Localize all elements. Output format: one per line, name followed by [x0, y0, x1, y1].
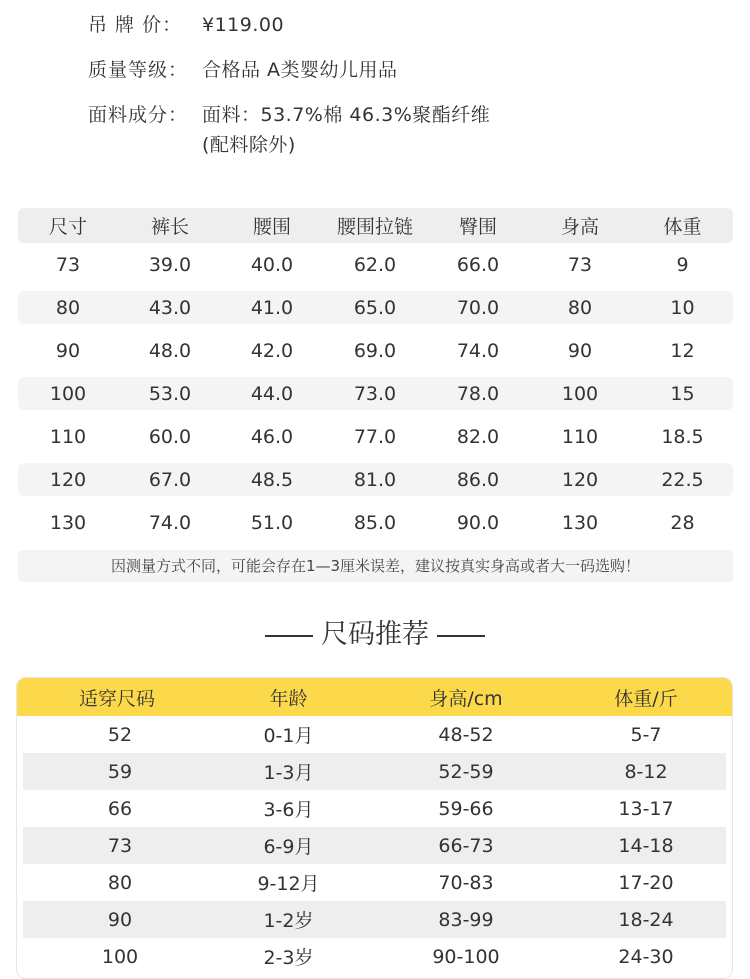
size-cell: 82.0 [456, 425, 500, 448]
size-header-cell: 身高 [560, 216, 599, 238]
size-cell: 9 [676, 253, 689, 276]
size-cell: 120 [49, 468, 87, 491]
recommend-cell: 1-3月 [263, 762, 314, 784]
size-cell: 53.0 [148, 382, 192, 405]
recommend-cell: 2-3岁 [263, 947, 314, 969]
recommend-cell: 83-99 [438, 908, 494, 931]
recommend-table-row [23, 790, 726, 827]
size-cell: 43.0 [148, 296, 192, 319]
title-line-right [437, 635, 485, 637]
size-cell: 85.0 [353, 511, 397, 534]
size-header-cell: 尺寸 [48, 216, 87, 238]
recommend-cell: 66 [107, 797, 133, 820]
size-table-row [18, 291, 733, 324]
recommend-header-cell: 年龄 [269, 687, 308, 710]
info-row-price [88, 10, 562, 40]
recommend-table-row [23, 716, 726, 753]
size-cell: 44.0 [250, 382, 294, 405]
size-header-cell: 腰围拉链 [336, 216, 413, 238]
recommend-cell: 6-9月 [263, 836, 314, 858]
recommend-cell: 17-20 [618, 871, 674, 894]
recommend-table [16, 677, 733, 979]
size-table-row [18, 501, 733, 544]
recommend-cell: 59-66 [438, 797, 494, 820]
price-value: ¥119.00 [202, 14, 285, 36]
size-cell: 12 [670, 339, 695, 362]
size-cell: 51.0 [250, 511, 294, 534]
info-row-fabric [88, 100, 562, 160]
recommend-cell: 8-12 [624, 760, 668, 783]
size-cell: 80 [55, 296, 81, 319]
size-cell: 73 [567, 253, 593, 276]
size-cell: 130 [561, 511, 599, 534]
info-row-quality [88, 55, 562, 85]
size-cell: 28 [670, 511, 695, 534]
size-cell: 48.5 [250, 468, 294, 491]
size-header-cell: 臀围 [458, 216, 497, 238]
size-cell: 90 [55, 339, 81, 362]
size-cell: 110 [561, 425, 599, 448]
recommend-cell: 1-2岁 [263, 910, 314, 932]
size-header-cell: 腰围 [252, 216, 291, 238]
recommend-cell: 100 [101, 945, 139, 968]
size-cell: 15 [670, 382, 695, 405]
size-header-cell: 裤长 [150, 216, 189, 238]
title-line-left [265, 635, 313, 637]
size-cell: 60.0 [148, 425, 192, 448]
size-cell: 73.0 [353, 382, 397, 405]
size-table-row [18, 377, 733, 410]
recommend-cell: 3-6月 [263, 799, 314, 821]
product-info [88, 10, 562, 175]
size-cell: 39.0 [148, 253, 192, 276]
size-cell: 81.0 [353, 468, 397, 491]
recommend-table-row [23, 864, 726, 901]
recommend-cell: 80 [107, 871, 133, 894]
size-table-row [18, 329, 733, 372]
recommend-cell: 90-100 [432, 945, 500, 968]
size-cell: 62.0 [353, 253, 397, 276]
size-cell: 40.0 [250, 253, 294, 276]
recommend-cell: 52-59 [438, 760, 494, 783]
recommend-cell: 52 [107, 723, 133, 746]
recommend-cell: 59 [107, 760, 133, 783]
recommend-header-cell: 身高/cm [429, 687, 503, 710]
size-cell: 22.5 [661, 468, 704, 491]
size-table-row [18, 463, 733, 496]
size-cell: 80 [567, 296, 593, 319]
size-cell: 66.0 [456, 253, 500, 276]
size-cell: 67.0 [148, 468, 192, 491]
size-cell: 18.5 [661, 425, 704, 448]
recommend-cell: 13-17 [618, 797, 674, 820]
size-note: 因测量方式不同，可能会存在1—3厘米误差，建议按真实身高或者大一码选购！ [18, 550, 733, 582]
size-cell: 10 [670, 296, 695, 319]
size-cell: 42.0 [250, 339, 294, 362]
recommend-cell: 48-52 [438, 723, 494, 746]
size-cell: 77.0 [353, 425, 397, 448]
size-cell: 78.0 [456, 382, 500, 405]
recommend-cell: 24-30 [618, 945, 674, 968]
recommend-cell: 5-7 [630, 723, 662, 746]
size-cell: 73 [55, 253, 81, 276]
recommend-table-row [23, 753, 726, 790]
size-cell: 90.0 [456, 511, 500, 534]
size-cell: 86.0 [456, 468, 500, 491]
price-label: 吊 牌 价： [88, 14, 183, 36]
fabric-value: 面料：53.7%棉 46.3%聚酯纤维 (配料除外) [202, 104, 491, 156]
recommend-cell: 14-18 [618, 834, 674, 857]
recommend-cell: 66-73 [438, 834, 494, 857]
size-cell: 130 [49, 511, 87, 534]
size-cell: 120 [561, 468, 599, 491]
recommend-title-text: 尺码推荐 [321, 619, 429, 650]
size-table-header [18, 208, 733, 243]
size-cell: 100 [561, 382, 599, 405]
quality-value: 合格品 A类婴幼儿用品 [202, 59, 398, 81]
recommend-cell: 18-24 [618, 908, 674, 931]
size-table [18, 208, 733, 544]
recommend-title [0, 613, 750, 657]
quality-label: 质量等级： [88, 59, 189, 81]
size-cell: 90 [567, 339, 593, 362]
size-table-row [18, 415, 733, 458]
recommend-table-header [17, 678, 732, 716]
size-cell: 110 [49, 425, 87, 448]
size-cell: 48.0 [148, 339, 192, 362]
fabric-label: 面料成分： [88, 104, 189, 126]
size-cell: 74.0 [456, 339, 500, 362]
size-cell: 74.0 [148, 511, 192, 534]
recommend-cell: 70-83 [438, 871, 494, 894]
size-cell: 70.0 [456, 296, 500, 319]
recommend-cell: 9-12月 [257, 873, 320, 895]
size-cell: 41.0 [250, 296, 294, 319]
recommend-table-row [23, 938, 726, 975]
recommend-cell: 73 [107, 834, 133, 857]
recommend-header-cell: 体重/斤 [614, 687, 678, 710]
recommend-cell: 0-1月 [263, 725, 314, 747]
recommend-table-row [23, 901, 726, 938]
size-cell: 100 [49, 382, 87, 405]
size-table-row [18, 243, 733, 286]
size-cell: 65.0 [353, 296, 397, 319]
size-cell: 69.0 [353, 339, 397, 362]
size-cell: 46.0 [250, 425, 294, 448]
recommend-cell: 90 [107, 908, 133, 931]
recommend-table-row [23, 827, 726, 864]
size-header-cell: 体重 [663, 216, 702, 238]
recommend-header-cell: 适穿尺码 [78, 687, 155, 710]
